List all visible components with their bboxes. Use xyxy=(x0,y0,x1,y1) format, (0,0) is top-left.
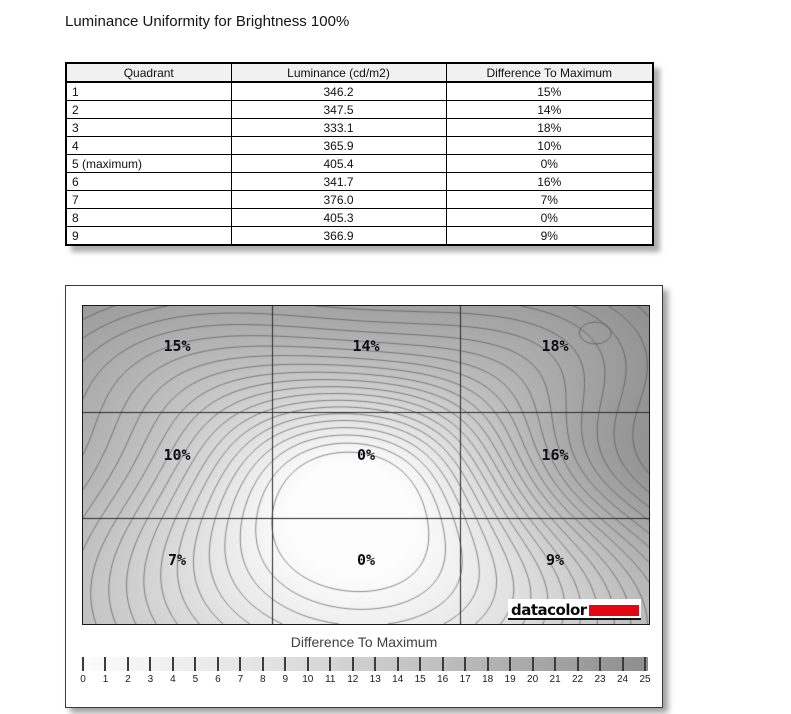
datacolor-logo xyxy=(508,599,641,620)
quadrant-label: 10% xyxy=(163,446,191,464)
table-cell: 18% xyxy=(446,119,653,137)
colorbar-tick xyxy=(172,657,174,671)
table-cell: 7% xyxy=(446,191,653,209)
colorbar-tick xyxy=(307,657,309,671)
colorbar-tick-label: 23 xyxy=(594,674,606,685)
colorbar-tick xyxy=(577,657,579,671)
colorbar-tick xyxy=(104,657,106,671)
colorbar-tick xyxy=(284,657,286,671)
table-body xyxy=(66,82,653,245)
colorbar-tick-label: 12 xyxy=(347,674,359,685)
table-row xyxy=(66,119,653,137)
colorbar-gradient xyxy=(82,657,648,671)
colorbar-tick xyxy=(509,657,511,671)
colorbar-tick-label: 20 xyxy=(527,674,539,685)
colorbar-tick xyxy=(329,657,331,671)
table-cell: 15% xyxy=(446,82,653,101)
colorbar-tick-label: 1 xyxy=(102,674,109,685)
colorbar-tick-label: 3 xyxy=(147,674,154,685)
table-cell: 6 xyxy=(66,173,231,191)
table-cell: 405.3 xyxy=(231,209,446,227)
table-row xyxy=(66,137,653,155)
table-row xyxy=(66,155,653,173)
table-cell: 7 xyxy=(66,191,231,209)
colorbar-tick xyxy=(82,657,84,671)
table-cell: 341.7 xyxy=(231,173,446,191)
table-header-quadrant: Quadrant xyxy=(66,63,231,82)
colorbar-tick-label: 17 xyxy=(459,674,471,685)
quadrant-label: 15% xyxy=(163,337,191,355)
colorbar-tick-label: 0 xyxy=(80,674,86,685)
table-cell: 405.4 xyxy=(231,155,446,173)
colorbar-tick xyxy=(352,657,354,671)
table-header-difference: Difference To Maximum xyxy=(446,63,653,82)
colorbar-tick xyxy=(262,657,264,671)
table-cell: 347.5 xyxy=(231,101,446,119)
table-row xyxy=(66,209,653,227)
table-row xyxy=(66,227,653,246)
table-cell: 346.2 xyxy=(231,82,446,101)
colorbar-tick-label: 15 xyxy=(414,674,426,685)
table-cell: 333.1 xyxy=(231,119,446,137)
colorbar-tick xyxy=(217,657,219,671)
quadrant-label: 14% xyxy=(352,337,380,355)
uniformity-chart-panel xyxy=(65,285,663,708)
colorbar-tick xyxy=(194,657,196,671)
colorbar-tick xyxy=(239,657,241,671)
colorbar-tick xyxy=(442,657,444,671)
colorbar-tick xyxy=(487,657,489,671)
colorbar-tick xyxy=(419,657,421,671)
table-cell: 8 xyxy=(66,209,231,227)
datacolor-logo-text: datacolor xyxy=(511,601,587,619)
luminance-table xyxy=(65,62,654,246)
colorbar-tick-label: 25 xyxy=(639,674,651,685)
table-row xyxy=(66,173,653,191)
colorbar-tick-label: 5 xyxy=(192,674,199,685)
colorbar-tick-label: 19 xyxy=(504,674,516,685)
colorbar-tick-label: 2 xyxy=(125,674,131,685)
table-cell: 2 xyxy=(66,101,231,119)
table-cell: 14% xyxy=(446,101,653,119)
colorbar-tick xyxy=(127,657,129,671)
colorbar-tick-label: 14 xyxy=(392,674,404,685)
colorbar-tick-label: 21 xyxy=(549,674,561,685)
table-row xyxy=(66,82,653,101)
colorbar-tick-label: 11 xyxy=(325,674,336,685)
table-cell: 10% xyxy=(446,137,653,155)
colorbar-tick xyxy=(149,657,151,671)
table-cell: 0% xyxy=(446,155,653,173)
quadrant-label: 9% xyxy=(545,551,565,569)
table-row xyxy=(66,101,653,119)
quadrant-label: 18% xyxy=(541,337,569,355)
table-cell: 376.0 xyxy=(231,191,446,209)
colorbar-tick xyxy=(374,657,376,671)
table-cell: 9% xyxy=(446,227,653,246)
table-cell: 9 xyxy=(66,227,231,246)
colorbar-tick-label: 7 xyxy=(237,674,244,685)
colorbar-tick-label: 24 xyxy=(616,674,629,685)
colorbar-tick xyxy=(532,657,534,671)
colorbar-tick xyxy=(644,657,646,671)
quadrant-label: 7% xyxy=(167,551,187,569)
colorbar-title: Difference To Maximum xyxy=(290,634,438,650)
colorbar-tick xyxy=(622,657,624,671)
table-cell: 365.9 xyxy=(231,137,446,155)
colorbar-tick-label: 10 xyxy=(302,674,314,685)
colorbar-tick-label: 16 xyxy=(437,674,449,685)
quadrant-label: 0% xyxy=(356,551,376,569)
table-cell: 366.9 xyxy=(231,227,446,246)
colorbar-tick xyxy=(397,657,399,671)
quadrant-label: 16% xyxy=(541,446,569,464)
datacolor-logo-mark xyxy=(589,605,639,616)
quadrant-label: 0% xyxy=(356,446,376,464)
table-header-row xyxy=(66,63,653,82)
table-cell: 3 xyxy=(66,119,231,137)
colorbar-tick-label: 9 xyxy=(282,674,289,685)
table-cell: 0% xyxy=(446,209,653,227)
table-cell: 4 xyxy=(66,137,231,155)
colorbar-tick-label: 18 xyxy=(482,674,494,685)
contour-plot xyxy=(82,305,650,625)
table-header-luminance: Luminance (cd/m2) xyxy=(231,63,446,82)
table-cell: 1 xyxy=(66,82,231,101)
colorbar-tick-label: 8 xyxy=(260,674,266,685)
colorbar-tick-label: 22 xyxy=(571,674,584,685)
page-title: Luminance Uniformity for Brightness 100% xyxy=(65,13,350,30)
colorbar-tick-label: 4 xyxy=(170,674,176,685)
colorbar-tick xyxy=(464,657,466,671)
colorbar xyxy=(80,657,651,689)
colorbar-tick xyxy=(599,657,601,671)
table-cell: 5 (maximum) xyxy=(66,155,231,173)
table-row xyxy=(66,191,653,209)
colorbar-tick xyxy=(554,657,556,671)
colorbar-tick-label: 6 xyxy=(215,674,221,685)
colorbar-tick-label: 13 xyxy=(369,674,381,685)
table-cell: 16% xyxy=(446,173,653,191)
